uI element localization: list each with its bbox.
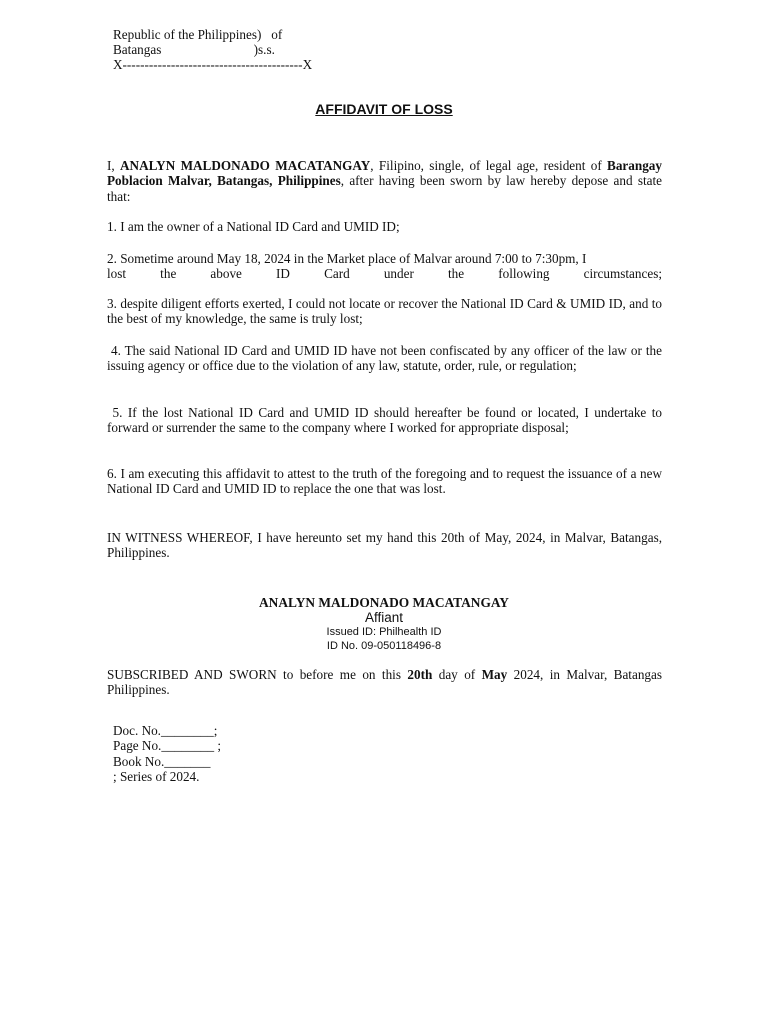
signature-id-number: ID No. 09-050118496-8 xyxy=(326,640,442,652)
signature-block xyxy=(0,595,768,653)
item-3: 3. despite diligent efforts exerted, I could not locate or recover the National ID Card & UMID ID, and to the best of my knowledge, the same is truly lost; xyxy=(107,296,662,327)
affiant-name: ANALYN MALDONADO MACATANGAY xyxy=(120,158,371,173)
jurat-month: May xyxy=(481,667,508,682)
notary-page-no: Page No.________ ; xyxy=(113,738,222,754)
item-5: 5. If the lost National ID Card and UMID ID should hereafter be found or located, I undertake to forward or surrender the same to the company where I worked for appropriate disposal; xyxy=(107,405,666,436)
item-2 xyxy=(107,251,662,282)
item-2-line-2: lost the above ID Card under the following circumstances; xyxy=(107,266,662,282)
intro-suffix: , after having been sworn by law hereby depose and state that: xyxy=(107,173,662,204)
venue-header xyxy=(113,27,312,72)
intro-prefix: I, xyxy=(107,158,121,173)
signature-issued-id: Issued ID: Philhealth ID xyxy=(326,626,442,638)
intro-mid: , Filipino, single, of legal age, resident of xyxy=(370,158,608,173)
affiant-address: Barangay Poblacion Malvar, Batangas, Philippines xyxy=(107,158,662,189)
item-2-line-1: 2. Sometime around May 18, 2024 in the Market place of Malvar around 7:00 to 7:30pm, I xyxy=(107,251,587,266)
signature-role: Affiant xyxy=(364,610,404,625)
document-title: AFFIDAVIT OF LOSS xyxy=(315,101,453,117)
jurat-part-3: 2024, in Malvar, Batangas Philippines. xyxy=(107,667,662,698)
intro-paragraph xyxy=(107,158,662,204)
jurat-part-2: day of xyxy=(432,667,482,682)
venue-line-batangas: Batangas )s.s. xyxy=(113,42,275,57)
venue-line-republic: Republic of the Philippines) of xyxy=(113,27,283,42)
item-6: 6. I am executing this affidavit to attest to the truth of the foregoing and to request the issuance of a new National ID Card and UMID ID to replace the one that was lost. xyxy=(107,466,662,497)
signature-name: ANALYN MALDONADO MACATANGAY xyxy=(259,595,509,610)
notary-book-no: Book No._______ xyxy=(113,753,211,769)
jurat-paragraph xyxy=(107,667,662,698)
notary-doc-no: Doc. No.________; xyxy=(113,723,218,738)
notary-series: ; Series of 2024. xyxy=(113,769,200,785)
item-1: 1. I am the owner of a National ID Card and UMID ID; xyxy=(107,219,400,234)
item-4: 4. The said National ID Card and UMID ID have not been confiscated by any officer of the law or the issuing agency or office due to the violation of any law, statute, order, rule, or regulation; xyxy=(107,343,666,374)
jurat-part-1: SUBSCRIBED AND SWORN to before me on this xyxy=(107,667,408,682)
jurat-day: 20th xyxy=(407,667,433,682)
witness-paragraph: IN WITNESS WHEREOF, I have hereunto set my hand this 20th of May, 2024, in Malvar, Batangas, Philippines. xyxy=(107,530,662,561)
notary-entry xyxy=(113,723,221,785)
venue-line-divider: X-----------------------------------------X xyxy=(113,57,313,72)
